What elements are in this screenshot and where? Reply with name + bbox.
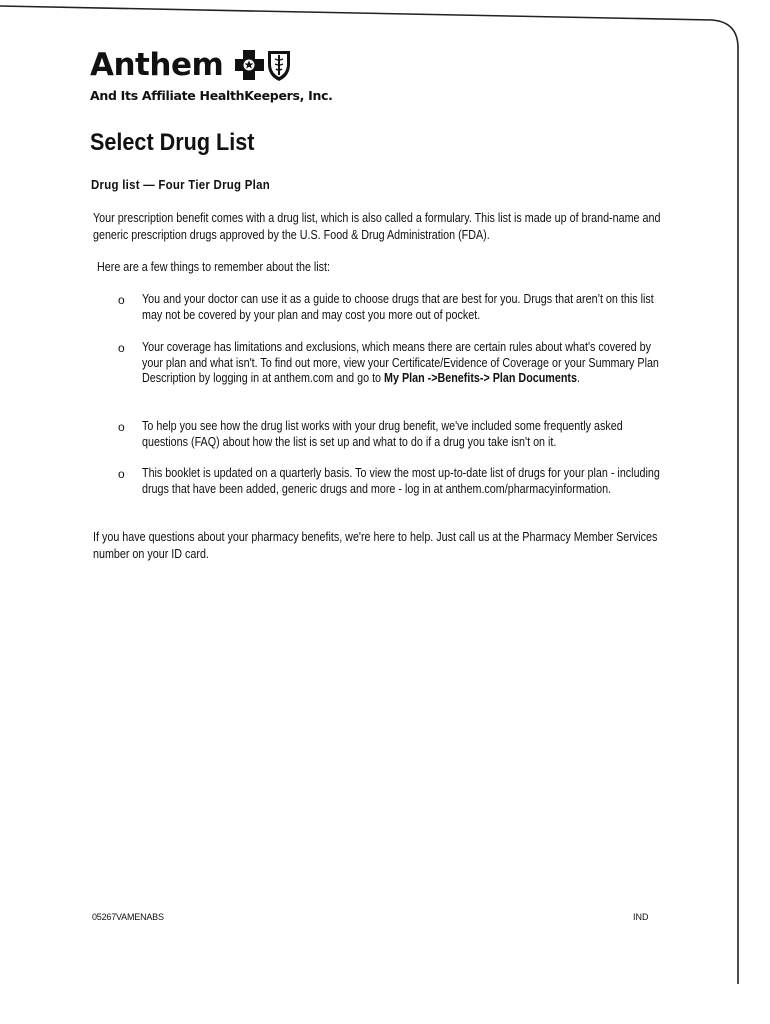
closing-paragraph: If you have questions about your pharmacy benefits, we're here to help. Just call us at the Pharmacy Member Services number on your ID card. bbox=[93, 530, 658, 561]
list-item bbox=[118, 340, 758, 387]
logo-marks bbox=[235, 48, 305, 82]
document-title: Select Drug List bbox=[90, 129, 255, 156]
list-item-text-end: . bbox=[576, 371, 580, 385]
list-item bbox=[118, 292, 758, 323]
blue-shield-icon bbox=[268, 51, 290, 81]
list-item-text: To help you see how the drug list works with your drug benefit, we've included some frequently asked questions (FAQ) about how the list is set up and what to do if a drug you take isn't on it. bbox=[142, 419, 623, 449]
list-item bbox=[118, 466, 758, 497]
bullet-marker: o bbox=[118, 341, 125, 355]
list-lead-in: Here are a few things to remember about the list: bbox=[97, 260, 331, 274]
document-code: 05267VAMENABS bbox=[92, 912, 164, 922]
bullet-marker: o bbox=[118, 293, 125, 307]
anthem-logo bbox=[90, 46, 333, 106]
list-item-text: This booklet is updated on a quarterly basis. To view the most up-to-date list of drugs for your plan - including drugs that have been added, generic drugs and more - log in at anthem.com/pharmacyinformation. bbox=[142, 466, 660, 496]
bullet-marker: o bbox=[118, 420, 125, 434]
blue-cross-icon bbox=[235, 50, 264, 80]
logo-wordmark: Anthem bbox=[90, 47, 224, 83]
list-item bbox=[118, 419, 758, 450]
affiliate-name: And Its Affiliate HealthKeepers, Inc. bbox=[90, 88, 333, 103]
list-item-text: You and your doctor can use it as a guide to choose drugs that are best for you. Drugs that aren’t on this list may not be covered by your plan and may cost you more out of pocket. bbox=[142, 292, 654, 322]
intro-paragraph: Your prescription benefit comes with a drug list, which is also called a formulary. This list is made up of brand-name and generic prescription drugs approved by the U.S. Food & Drug Administration (FDA). bbox=[93, 211, 661, 242]
document-subtitle: Drug list — Four Tier Drug Plan bbox=[91, 177, 270, 192]
market-code: IND bbox=[633, 912, 649, 922]
bullet-marker: o bbox=[118, 467, 125, 481]
plan-documents-path: My Plan ->Benefits-> Plan Documents bbox=[384, 371, 577, 385]
list-item-text bbox=[142, 340, 671, 387]
list-item-text-body: Your coverage has limitations and exclusions, which means there are certain rules about what's covered by your plan and what isn't. To find out more, view your Certificate/Evidence of Coverage or your Summary Plan Description by logging in at anthem.com and go to bbox=[142, 340, 659, 385]
